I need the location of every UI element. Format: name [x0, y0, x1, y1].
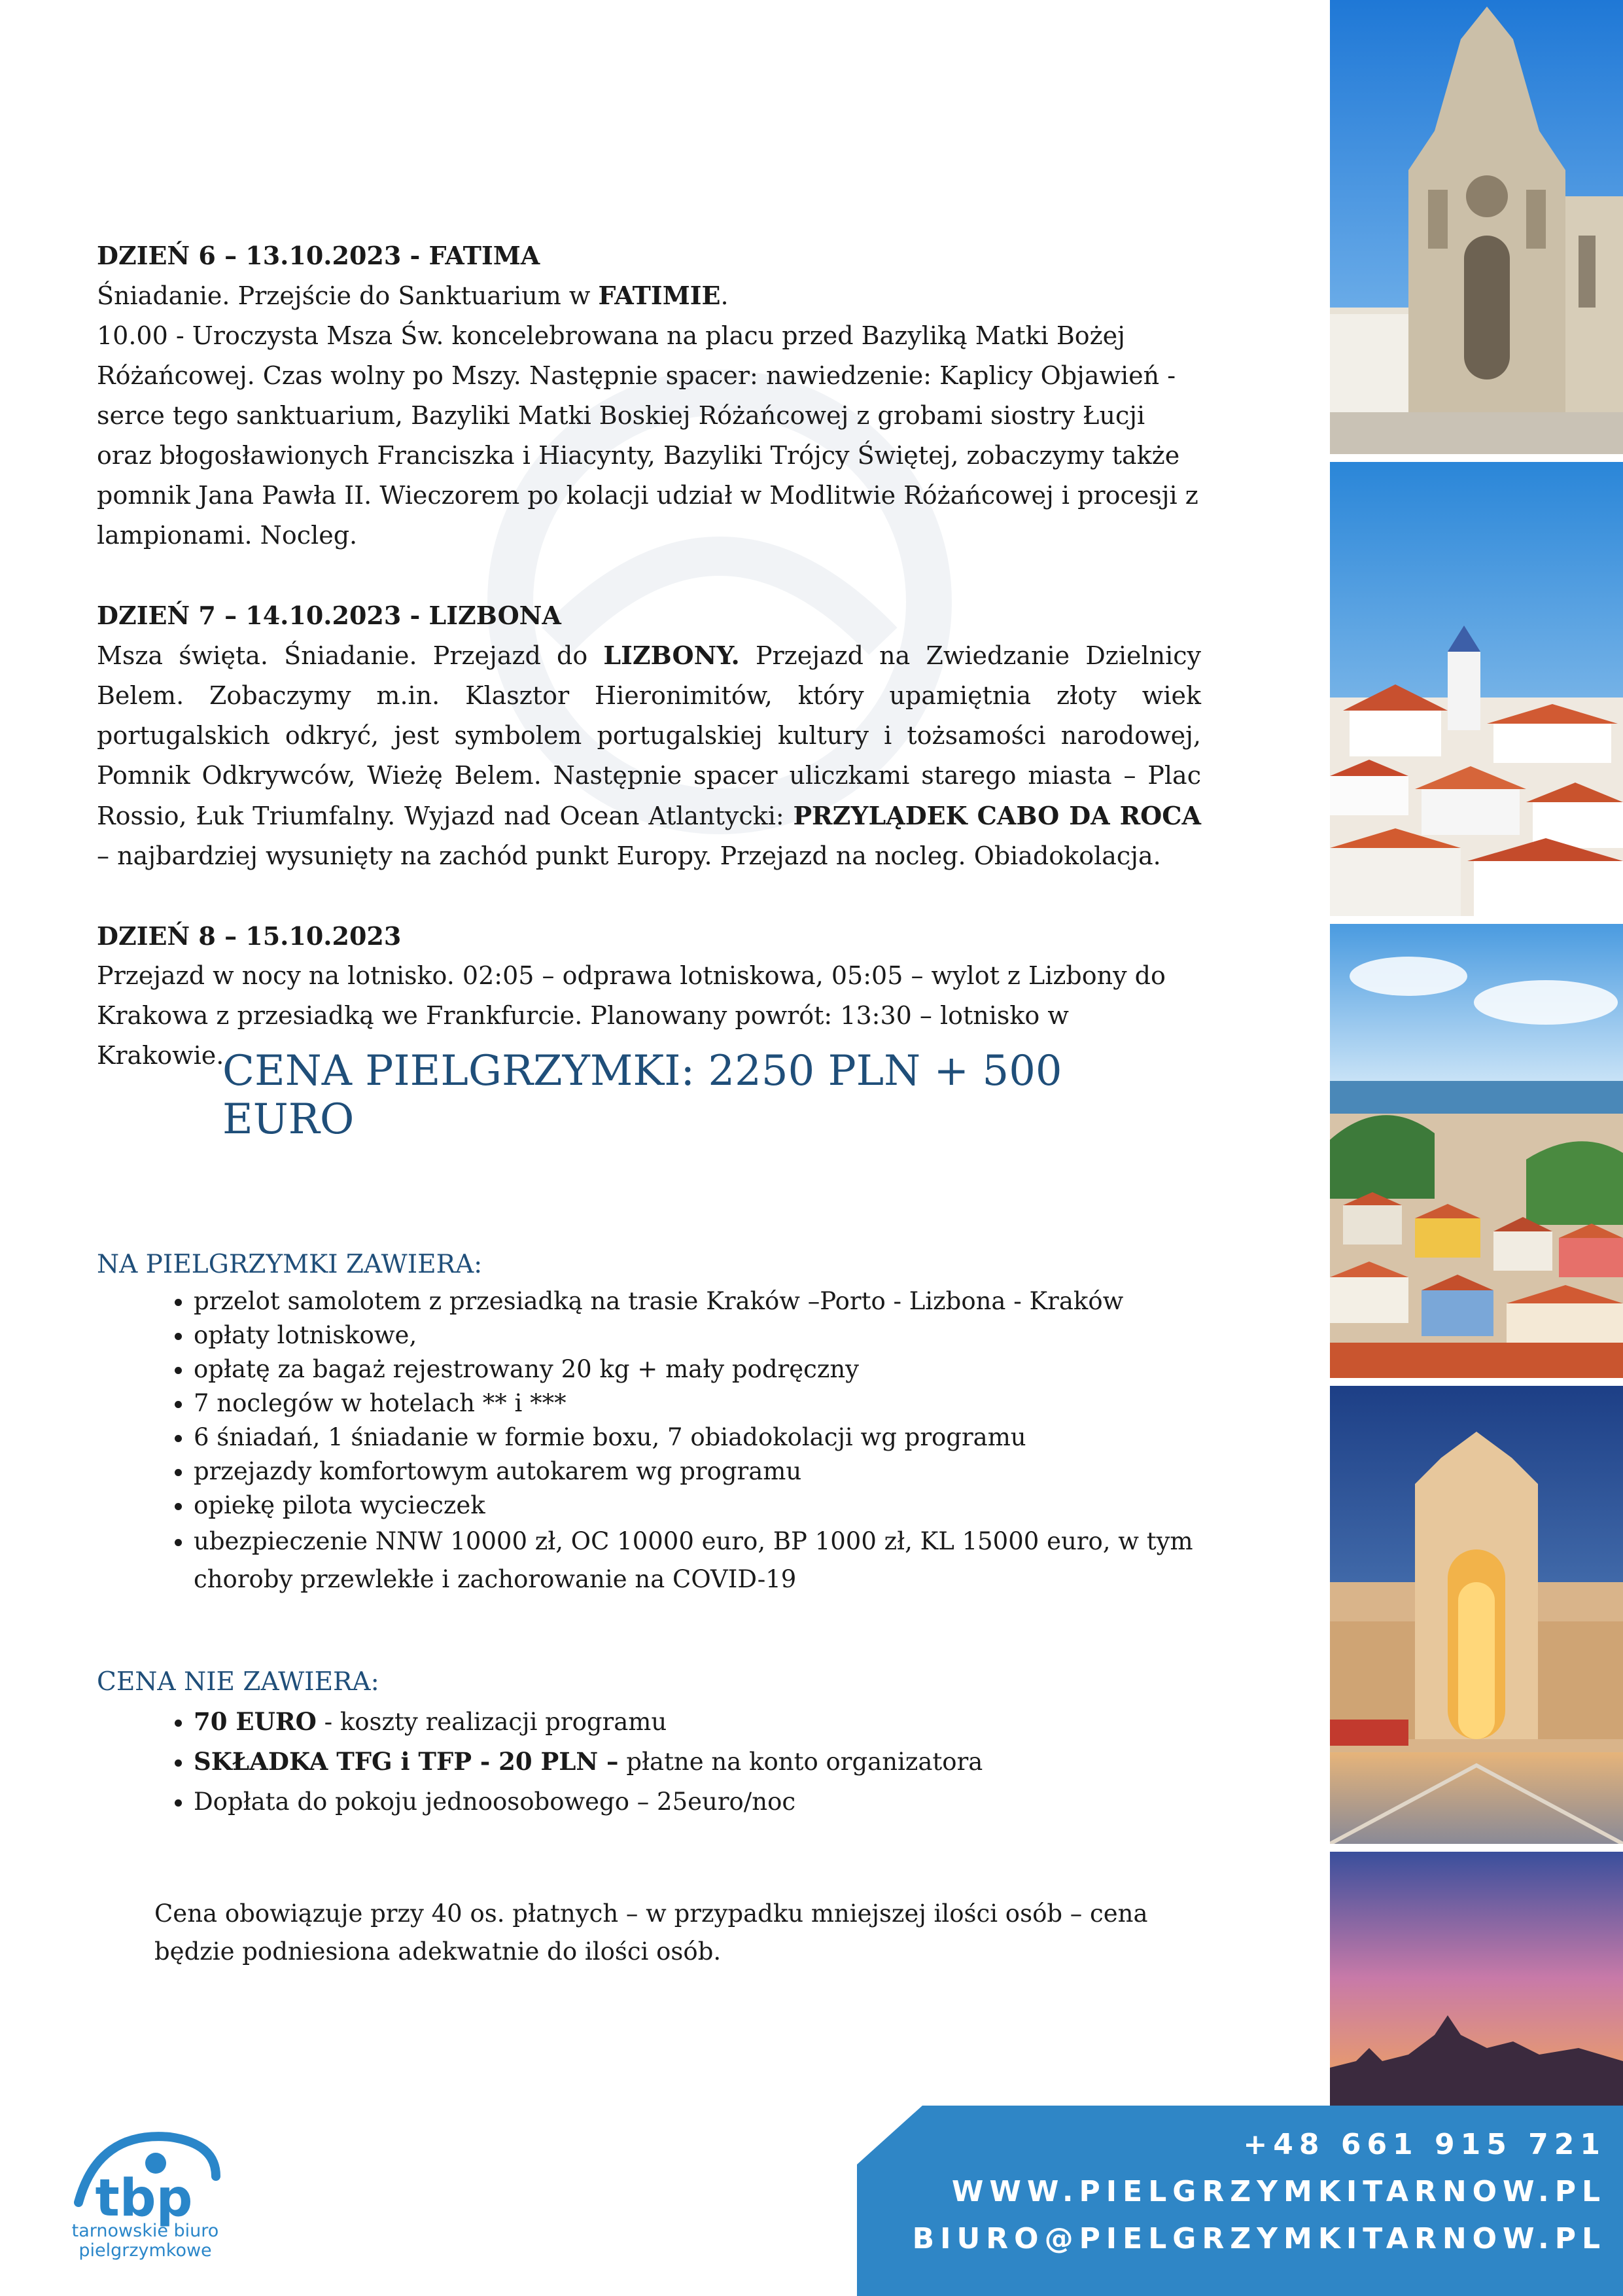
triumphal-arch-photo-icon — [1330, 1386, 1623, 1844]
day-7-text-c: – najbardziej wysunięty na zachód punkt Europy. Przejazd na nocleg. Obiadokolacja. — [97, 841, 1161, 870]
town-rooftops-photo-icon — [1330, 462, 1623, 916]
logo-caption-line2: pielgrzymkowe — [79, 2240, 212, 2261]
day-7-place-lizbona: LIZBONY. — [603, 641, 740, 670]
day-6-text: 10.00 - Uroczysta Msza Św. koncelebrowana na placu przed Bazyliką Matki Bożej Różańcowej. Czas wolny po Mszy. Następnie spacer: nawiedzenie: Kaplicy Objawień - serce tego sanktuarium, Bazyliki Matki Boskiej Różańcowej z grobami siostry Łucji oraz błogosławionych Franciszka i Hiacynty, Bazyliki Trójcy Świętej, zobaczymy także pomnik Jana Pawła II. Wieczorem po kolacji udział w Modlitwie Różańcowej i procesji z lampionami. Nocleg. — [97, 321, 1198, 550]
list-item — [194, 1742, 1209, 1782]
list-item: • opiekę pilota wycieczek — [194, 1489, 1209, 1523]
day-6-title: DZIEŃ 6 – 13.10.2023 - FATIMA — [97, 241, 540, 270]
day-6-intro-end: . — [720, 281, 729, 310]
lisbon-panorama-photo-icon — [1330, 924, 1623, 1378]
price-heading: CENA PIELGRZYMKI: 2250 PLN + 500 EURO — [222, 1047, 1062, 1144]
excludes-title: CENA NIE ZAWIERA: — [97, 1667, 379, 1697]
list-item: • ubezpieczenie NNW 10000 zł, OC 10000 euro, BP 1000 zł, KL 15000 euro, w tym choroby przewlekłe i zachorowanie na COVID-19 — [194, 1523, 1209, 1598]
day-8-text: Przejazd w nocy na lotnisko. 02:05 – odprawa lotniskowa, 05:05 – wylot z Lizbony do Krakowa z przesiadką we Frankfurcie. Planowany powrót: 13:30 – lotnisko w Krakowie. — [97, 961, 1166, 1070]
list-item: • przejazdy komfortowym autokarem wg programu — [194, 1455, 1209, 1489]
day-6-intro-text: Śniadanie. Przejście do Sanktuarium w — [97, 281, 599, 310]
itinerary — [97, 236, 1201, 1116]
includes-list — [97, 1284, 1209, 1598]
day-7-title: DZIEŃ 7 – 14.10.2023 - LIZBONA — [97, 601, 561, 630]
excludes-item-text: - koszty realizacji programu — [316, 1708, 667, 1736]
logo-mark: tbp — [95, 2169, 193, 2228]
excludes-item-text: płatne na konto organizatora — [618, 1748, 983, 1776]
day-6-place: FATIMIE — [598, 281, 721, 310]
day-7-place-cabo: PRZYLĄDEK CABO DA ROCA — [793, 801, 1201, 830]
day-7-text-a: Msza święta. Śniadanie. Przejazd do — [97, 641, 604, 670]
day-7-block — [97, 595, 1201, 876]
list-item: • przelot samolotem z przesiadką na trasie Kraków –Porto - Lizbona - Kraków — [194, 1284, 1209, 1318]
list-item: • opłaty lotniskowe, — [194, 1318, 1209, 1352]
list-item: • 6 śniadań, 1 śniadanie w formie boxu, 7 obiadokolacji wg programu — [194, 1421, 1209, 1455]
day-7-text-b: Przejazd na Zwiedzanie Dzielnicy Belem. Zobaczymy m.in. Klasztor Hieronimitów, który upamiętnia złoty wiek portugalskich odkryć, jest symbolem portugalskiej kultury i tożsamości narodowej, Pomnik Odkrywców, Wieżę Belem. Następnie spacer uliczkami starego miasta – Plac Rossio, Łuk Triumfalny. Wyjazd nad Ocean Atlantycki: — [97, 641, 1201, 830]
footer-website: WWW.PIELGRZYMKITARNOW.PL — [951, 2175, 1606, 2208]
excludes-item-strong: SKŁADKA TFG i TFP - 20 PLN – — [194, 1747, 619, 1776]
footer-phone: +48 661 915 721 — [1243, 2128, 1606, 2161]
excludes-item-strong: 70 EURO — [194, 1707, 317, 1736]
footer-email: BIURO@PIELGRZYMKITARNOW.PL — [912, 2222, 1606, 2255]
day-6-intro — [97, 275, 1201, 316]
price-note: Cena obowiązuje przy 40 os. płatnych – w przypadku mniejszej ilości osób – cena będzie podniesiona adekwatnie do ilości osób. — [154, 1899, 1148, 1966]
list-item — [194, 1782, 1209, 1822]
sunset-skyline-photo-icon — [1330, 1852, 1623, 2106]
monastery-photo-icon — [1330, 0, 1623, 454]
includes-section — [97, 1245, 1209, 1598]
excludes-item-text: Dopłata do pokoju jednoosobowego – 25euro/noc — [194, 1788, 796, 1816]
day-6-block — [97, 236, 1201, 556]
excludes-section — [97, 1662, 1209, 1822]
list-item — [194, 1702, 1209, 1742]
includes-title: NA PIELGRZYMKI ZAWIERA: — [97, 1250, 483, 1279]
list-item: • 7 noclegów w hotelach ** i *** — [194, 1386, 1209, 1421]
photo-strip — [1330, 0, 1623, 2296]
logo-caption-line1: tarnowskie biuro — [71, 2221, 219, 2241]
day-7-text — [97, 635, 1201, 876]
list-item: • opłatę za bagaż rejestrowany 20 kg + mały podręczny — [194, 1352, 1209, 1386]
excludes-list — [97, 1702, 1209, 1822]
day-8-title: DZIEŃ 8 – 15.10.2023 — [97, 921, 402, 951]
